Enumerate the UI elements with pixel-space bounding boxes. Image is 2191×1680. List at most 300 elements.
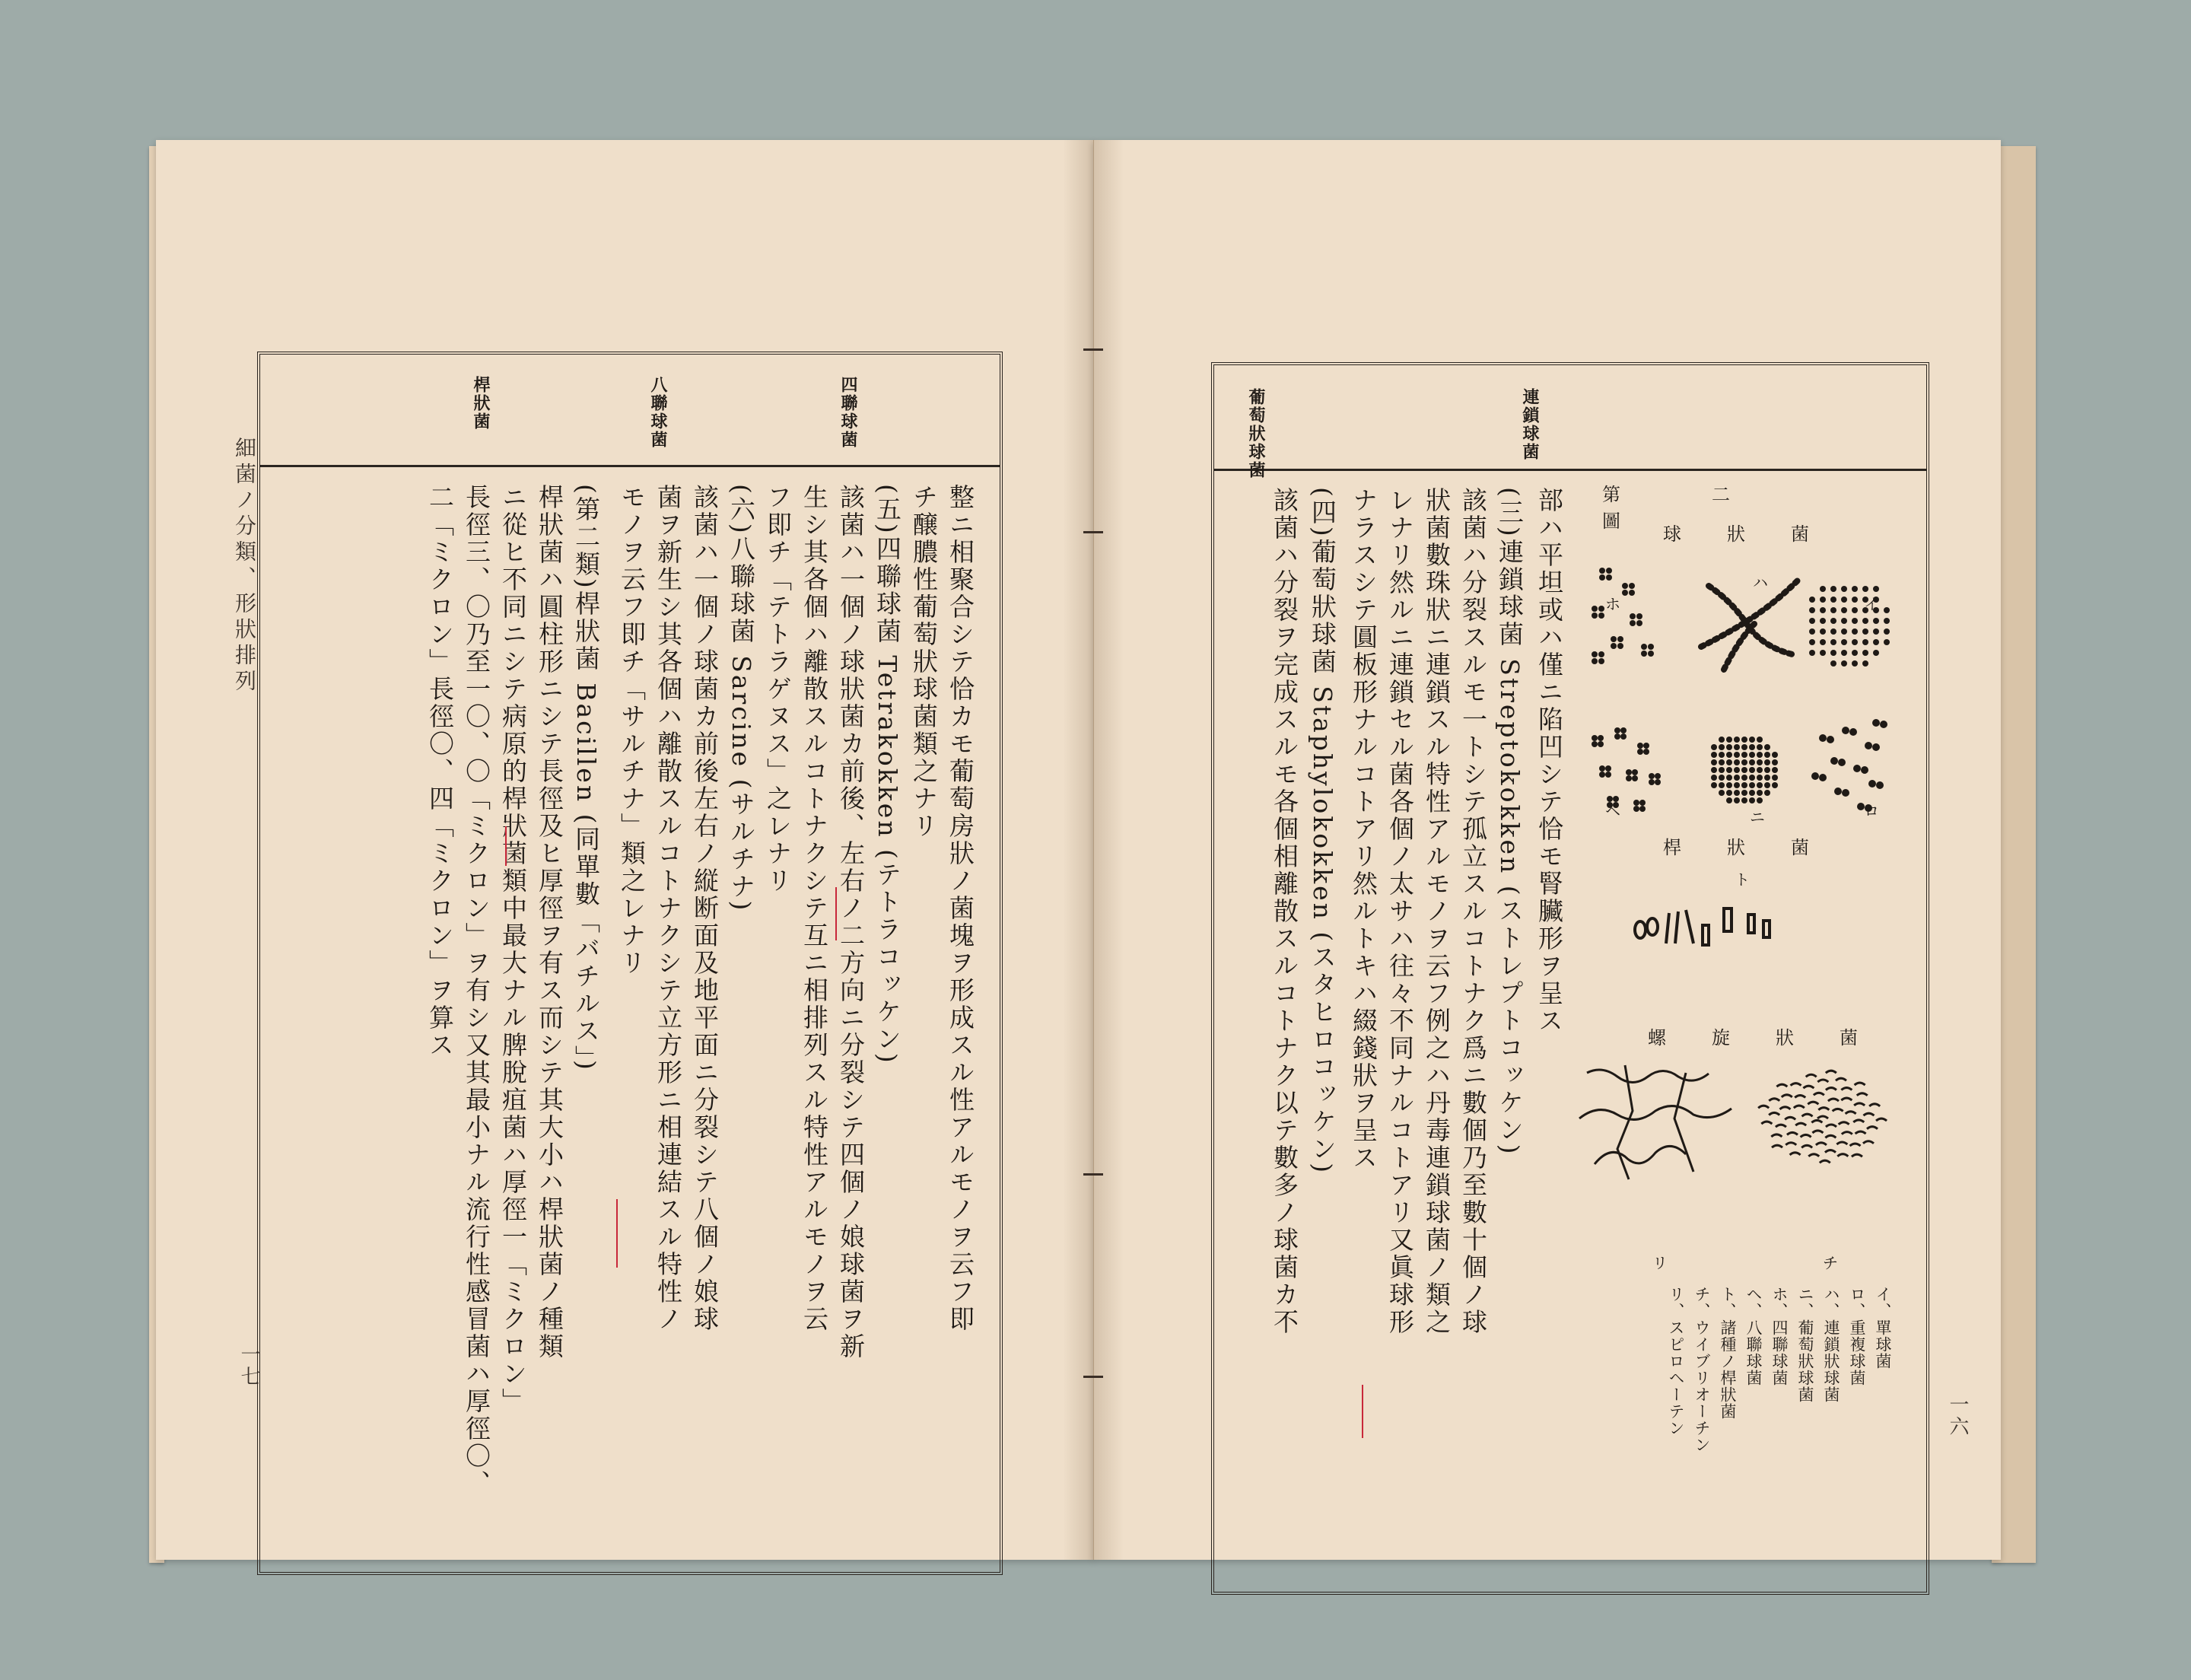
vibrio-cell xyxy=(1857,1093,1868,1096)
figure-caption-rods: 桿狀菌 xyxy=(1663,837,1855,858)
left-margin-title: 細菌ノ分類、形狀排列 xyxy=(232,437,257,695)
coccus-dot xyxy=(1852,618,1858,624)
vibrio-cell xyxy=(1841,1098,1852,1100)
coccus-dot xyxy=(1862,660,1868,667)
staphylococcus-dot xyxy=(1757,737,1763,743)
vibrio-cell xyxy=(1816,1143,1827,1145)
coccus-dot xyxy=(1841,597,1847,603)
right-body-col-1: 部ハ平坦或ハ僅ニ陷凹シテ恰モ腎臟形ヲ呈ス xyxy=(1534,487,1564,1035)
tetrad-dot xyxy=(1592,651,1598,657)
sarcina-dot xyxy=(1614,727,1620,733)
vibrio-cell xyxy=(1769,1112,1779,1115)
staphylococcus-dot xyxy=(1711,744,1717,750)
staphylococcus-dot xyxy=(1764,744,1770,750)
left-body-col-7: (六)八聯球菌 Sarcine (サルチナ) xyxy=(727,484,756,913)
legend-item: チ、ウイブリオーチン xyxy=(1693,1286,1711,1453)
left-body-col-14: 長徑三、〇乃至一〇、〇「ミクロン」ヲ有シ又其最小ナル流行性感冒菌ハ厚徑〇、 xyxy=(462,484,491,1497)
right-page-number: 一六 xyxy=(1946,1394,1969,1438)
vibrio-cell xyxy=(1794,1106,1805,1108)
left-body-col-10: モノヲ云フ即チ「サルチナ」類之レナリ xyxy=(617,484,647,977)
tetrad-dot xyxy=(1641,644,1647,650)
figure-caption-cocci: 球狀菌 xyxy=(1663,523,1855,545)
sarcina-dot xyxy=(1614,733,1620,740)
binding-stitch xyxy=(1083,1376,1103,1378)
coccus-dot xyxy=(1841,618,1847,624)
vibrio-cell xyxy=(1785,1117,1795,1119)
left-page-number: 一七 xyxy=(237,1344,260,1388)
staphylococcus-dot xyxy=(1749,752,1755,758)
vibrio-cell xyxy=(1808,1102,1818,1104)
coccus-dot xyxy=(1830,597,1836,603)
diplococcus-dot xyxy=(1842,789,1849,797)
sarcina-dot xyxy=(1605,772,1611,778)
coccus-dot xyxy=(1852,607,1858,613)
vibrio-cell xyxy=(1776,1084,1787,1087)
figure-mark-he: ヘ xyxy=(1605,802,1620,820)
sarcina-dot xyxy=(1643,743,1649,749)
sarcina-dot xyxy=(1626,775,1632,781)
vibrio-cell xyxy=(1771,1134,1782,1137)
staphylococcus-dot xyxy=(1726,744,1732,750)
sarcina-dot xyxy=(1632,775,1638,781)
right-header-label-2: 葡萄狀球菌 xyxy=(1246,388,1266,479)
staphylococcus-dot xyxy=(1749,737,1755,743)
left-page xyxy=(156,140,1094,1560)
staphylococcus-dot xyxy=(1734,752,1740,758)
coccus-dot xyxy=(1830,650,1836,656)
coccus-dot xyxy=(1873,628,1879,635)
tetrad-dot xyxy=(1592,612,1598,619)
staphylococcus-dot xyxy=(1741,775,1747,781)
tetrad-dot xyxy=(1598,606,1604,612)
coccus-dot xyxy=(1862,586,1868,592)
left-header-label-2: 八聯球菌 xyxy=(648,376,668,449)
tetrad-dot xyxy=(1648,644,1654,650)
figure-mark-to: ト xyxy=(1735,870,1750,889)
vibrio-cell xyxy=(1833,1109,1843,1111)
legend-item: ホ、四聯球菌 xyxy=(1770,1286,1789,1386)
coccus-dot xyxy=(1873,618,1879,624)
coccus-dot xyxy=(1841,650,1847,656)
vibrio-cell xyxy=(1761,1122,1772,1124)
staphylococcus-dot xyxy=(1749,775,1755,781)
red-annotation-mark xyxy=(1362,1385,1363,1438)
figure-caption-spiral: 螺旋狀菌 xyxy=(1648,1027,1903,1048)
coccus-dot xyxy=(1884,639,1890,645)
staphylococcus-dot xyxy=(1757,790,1763,796)
vibrio-cell xyxy=(1786,1143,1796,1145)
vibrio-cell xyxy=(1801,1145,1812,1147)
figure-mark-ri: リ xyxy=(1652,1254,1668,1272)
coccus-dot xyxy=(1841,628,1847,635)
staphylococcus-dot xyxy=(1726,737,1732,743)
coccus-dot xyxy=(1862,628,1868,635)
sarcina-dot xyxy=(1632,769,1638,775)
vibrio-cell xyxy=(1803,1086,1814,1088)
tetrad-dot xyxy=(1636,613,1642,619)
staphylococcus-dot xyxy=(1734,790,1740,796)
coccus-dot xyxy=(1820,618,1826,624)
coccus-dot xyxy=(1841,660,1847,667)
tetrad-dot xyxy=(1622,590,1628,596)
vibrio-drawing xyxy=(1758,1071,1887,1163)
tetrad-dot xyxy=(1622,583,1628,589)
vibrio-cell xyxy=(1863,1141,1874,1144)
legend-item: ハ、連鎖狀球菌 xyxy=(1822,1286,1840,1403)
figure-mark-ro: ロ xyxy=(1864,802,1879,820)
staphylococcus-dot xyxy=(1757,744,1763,750)
staphylococcus-dot xyxy=(1741,767,1747,773)
vibrio-cell xyxy=(1820,1160,1830,1163)
staphylococcus-dot xyxy=(1757,767,1763,773)
right-body-col-7: (四)葡萄狀球菌 Staphylokokken (スタヒロコッケン) xyxy=(1308,487,1337,1176)
coccus-dot xyxy=(1852,597,1858,603)
coccus-dot xyxy=(1830,618,1836,624)
diplococcus-dot xyxy=(1834,788,1842,795)
sarcina-dot xyxy=(1592,735,1598,741)
staphylococcus-dot xyxy=(1719,782,1725,788)
vibrio-cell xyxy=(1772,1145,1782,1147)
spirochete-drawing xyxy=(1579,1065,1731,1179)
coccus-dot xyxy=(1809,618,1815,624)
diplococcus-dot xyxy=(1811,772,1819,780)
coccus-dot xyxy=(1873,586,1879,592)
tetrad-dot xyxy=(1617,636,1623,642)
legend-item: イ、單球菌 xyxy=(1874,1286,1892,1370)
staphylococcus-dot xyxy=(1741,744,1747,750)
right-header-label-1: 連鎖球菌 xyxy=(1520,388,1540,461)
left-header-label-3: 桿狀菌 xyxy=(471,376,491,431)
vibrio-cell xyxy=(1817,1080,1828,1082)
vibrio-cell xyxy=(1869,1104,1880,1106)
vibrio-cell xyxy=(1818,1108,1829,1110)
staphylococcus-dot xyxy=(1764,759,1770,765)
staphylococcus-dot xyxy=(1764,775,1770,781)
staphylococcus-dot xyxy=(1734,775,1740,781)
diplococcus-dot xyxy=(1872,743,1880,751)
right-body-col-2: (三)連鎖球菌 Streptokokken (ストレプトコッケン) xyxy=(1495,487,1525,1157)
coccus-dot xyxy=(1809,607,1815,613)
coccus-dot xyxy=(1820,607,1826,613)
legend-item: ト、諸種ノ桿狀菌 xyxy=(1719,1286,1737,1420)
vibrio-cell xyxy=(1836,1142,1847,1144)
figure-mark-chi: チ xyxy=(1823,1254,1838,1272)
coccus-dot xyxy=(1841,639,1847,645)
sarcina-dot xyxy=(1620,733,1627,740)
left-body-col-2: チ醸膿性葡萄狀球菌類之ナリ xyxy=(909,484,939,840)
vibrio-cell xyxy=(1850,1144,1861,1146)
coccus-dot xyxy=(1852,639,1858,645)
staphylococcus-dot xyxy=(1772,752,1778,758)
staphylococcus-dot xyxy=(1764,782,1770,788)
left-body-col-3: (五)四聯球菌 Tetrakokken (テトラコッケン) xyxy=(873,484,902,1065)
vibrio-cell xyxy=(1787,1132,1798,1134)
coccus-dot xyxy=(1830,628,1836,635)
staphylococcus-dot xyxy=(1734,744,1740,750)
staphylococcus-dot xyxy=(1757,797,1763,803)
staphylococcus-dot xyxy=(1726,782,1732,788)
coccus-dot xyxy=(1852,586,1858,592)
right-header-rule xyxy=(1214,469,1926,471)
sarcina-dot xyxy=(1633,800,1639,806)
sarcina-dot xyxy=(1599,772,1605,778)
vibrio-cell xyxy=(1776,1125,1786,1127)
staphylococcus-dot xyxy=(1749,744,1755,750)
left-body-col-1: 整ニ相聚合シテ恰カモ葡萄房狀ノ菌塊ヲ形成スル性アルモノヲ云フ即 xyxy=(946,484,975,1333)
coccus-dot xyxy=(1809,650,1815,656)
vibrio-cell xyxy=(1826,1125,1836,1127)
vibrio-cell xyxy=(1846,1112,1856,1114)
figure-2 xyxy=(1572,472,1914,1583)
right-body-col-4: 狀菌數珠狀ニ連鎖スル特性アルモノヲ云フ例之ハ丹毒連鎖球菌ノ類之 xyxy=(1422,487,1452,1336)
tetrad-dot xyxy=(1592,606,1598,612)
sarcina-dot xyxy=(1637,749,1643,755)
staphylococcus-dot xyxy=(1711,752,1717,758)
vibrio-cell xyxy=(1867,1127,1878,1129)
staphylococcus-dot xyxy=(1749,767,1755,773)
legend-item: ロ、重複球菌 xyxy=(1848,1286,1866,1386)
tetrad-dot xyxy=(1617,643,1623,649)
staphylococcus-dot xyxy=(1749,790,1755,796)
vibrio-cell xyxy=(1828,1099,1839,1101)
vibrio-cell xyxy=(1811,1120,1822,1122)
staphylococcus-dot xyxy=(1726,775,1732,781)
staphylococcus-dot xyxy=(1764,767,1770,773)
diplococcus-dot xyxy=(1868,780,1876,788)
tetrad-dot xyxy=(1598,651,1604,657)
coccus-dot xyxy=(1852,660,1858,667)
coccus-dot xyxy=(1862,618,1868,624)
staphylococcus-dot xyxy=(1734,782,1740,788)
diplococcus-dot xyxy=(1880,721,1887,728)
diplococcus-dot xyxy=(1819,734,1827,742)
left-header-label-1: 四聯球菌 xyxy=(838,376,858,449)
binding-stitch xyxy=(1083,531,1103,533)
figure-mark-ni: ニ xyxy=(1750,808,1765,826)
vibrio-cell xyxy=(1795,1123,1806,1125)
staphylococcus-dot xyxy=(1749,797,1755,803)
staphylococcus-dot xyxy=(1719,767,1725,773)
staphylococcus-dot xyxy=(1757,752,1763,758)
coccus-dot xyxy=(1841,586,1847,592)
staphylococcus-dot xyxy=(1711,782,1717,788)
sarcina-dot xyxy=(1605,765,1611,772)
coccus-dot xyxy=(1809,639,1815,645)
tetrad-dot xyxy=(1606,568,1612,574)
staphylococcus-dot xyxy=(1741,737,1747,743)
staphylococcus-dot xyxy=(1757,782,1763,788)
staphylococcus-dot xyxy=(1726,752,1732,758)
vibrio-cell xyxy=(1856,1131,1866,1134)
red-annotation-mark xyxy=(616,1199,618,1268)
right-body-col-3: 該菌ハ分裂スルモ一トシテ孤立スルコトナク爲ニ數個乃至數十個ノ球 xyxy=(1458,487,1488,1336)
coccus-dot xyxy=(1830,607,1836,613)
vibrio-cell xyxy=(1852,1154,1862,1157)
binding-stitch xyxy=(1083,348,1103,351)
coccus-dot xyxy=(1862,650,1868,656)
staphylococcus-dot xyxy=(1772,759,1778,765)
left-body-col-13: ニ從ヒ不同ニシテ病原的桿狀菌類中最大ナル脾脫疽菌ハ厚徑一「ミクロン」 xyxy=(498,484,528,1415)
vibrio-cell xyxy=(1839,1122,1849,1125)
staphylococcus-dot xyxy=(1772,775,1778,781)
vibrio-cell xyxy=(1758,1106,1769,1108)
vibrio-cell xyxy=(1825,1135,1836,1138)
vibrio-cell xyxy=(1795,1096,1805,1098)
staphylococcus-dot xyxy=(1741,782,1747,788)
staphylococcus-dot xyxy=(1772,767,1778,773)
red-annotation-mark xyxy=(835,887,837,940)
coccus-dot xyxy=(1862,639,1868,645)
staphylococcus-dot xyxy=(1741,759,1747,765)
sarcina-dot xyxy=(1633,806,1639,812)
tetrad-dot xyxy=(1648,651,1654,657)
left-body-col-12: 桿狀菌ハ圓柱形ニシテ長徑及ヒ厚徑ヲ有ス而シテ其大小ハ桿狀菌ノ種類 xyxy=(535,484,564,1360)
staphylococcus-dot xyxy=(1741,797,1747,803)
left-body-col-4: 該菌ハ一個ノ球狀菌カ前後、左右ノ二方向ニ分裂シテ四個ノ娘球菌ヲ新 xyxy=(836,484,866,1360)
tetrad-dot xyxy=(1636,620,1642,626)
coccus-dot xyxy=(1809,597,1815,603)
staphylococcus-dot xyxy=(1734,759,1740,765)
diplococcus-dot xyxy=(1861,766,1868,774)
sarcina-dot xyxy=(1655,773,1661,779)
vibrio-cell xyxy=(1853,1120,1864,1122)
legend-item: リ、スピロヘーテン xyxy=(1667,1286,1685,1437)
tetrad-dot xyxy=(1629,583,1635,589)
staphylococcus-dot xyxy=(1749,782,1755,788)
vibrio-cell xyxy=(1841,1088,1852,1090)
coccus-dot xyxy=(1820,586,1826,592)
coccus-dot xyxy=(1884,607,1890,613)
coccus-dot xyxy=(1820,650,1826,656)
coccus-dot xyxy=(1884,628,1890,635)
vibrio-cell xyxy=(1801,1134,1811,1137)
vibrio-cell xyxy=(1808,1154,1819,1157)
tetrad-dot xyxy=(1592,658,1598,664)
coccus-dot xyxy=(1884,618,1890,624)
vibrio-cell xyxy=(1769,1099,1779,1101)
diplococcus-dot xyxy=(1830,757,1838,765)
staphylococcus-dot xyxy=(1719,744,1725,750)
vibrio-cell xyxy=(1842,1132,1852,1134)
staphylococcus-dot xyxy=(1757,775,1763,781)
diplococcus-dot xyxy=(1842,727,1849,734)
staphylococcus-dot xyxy=(1726,790,1732,796)
tetrad-dot xyxy=(1611,636,1617,642)
diplococcus-dot xyxy=(1849,728,1857,736)
staphylococcus-dot xyxy=(1726,767,1732,773)
left-header-rule xyxy=(260,465,1000,467)
staphylococcus-dot xyxy=(1764,752,1770,758)
coccus-dot xyxy=(1873,650,1879,656)
staphylococcus-dot xyxy=(1726,759,1732,765)
tetrad-dot xyxy=(1641,651,1647,657)
staphylococcus-dot xyxy=(1734,797,1740,803)
rod-bacteria-drawing xyxy=(1635,908,1770,945)
binding-stitch xyxy=(1083,1173,1103,1176)
sarcina-dot xyxy=(1639,806,1646,812)
coccus-dot xyxy=(1873,639,1879,645)
sarcina-dot xyxy=(1639,800,1646,806)
left-body-col-15: 二「ミクロン」長徑〇、四「ミクロン」ヲ算ス xyxy=(425,484,455,1059)
vibrio-cell xyxy=(1782,1095,1792,1097)
sarcina-dot xyxy=(1643,749,1649,755)
vibrio-cell xyxy=(1812,1131,1823,1133)
diplococcus-dot xyxy=(1838,759,1846,766)
legend-item: ニ、葡萄狀球菌 xyxy=(1796,1286,1814,1403)
staphylococcus-dot xyxy=(1757,759,1763,765)
sarcina-dot xyxy=(1649,779,1655,785)
right-page xyxy=(1093,140,2001,1560)
vibrio-cell xyxy=(1806,1074,1817,1077)
staphylococcus-dot xyxy=(1719,737,1725,743)
diplococcus-dot xyxy=(1876,781,1884,789)
diplococcus-dot xyxy=(1819,774,1827,781)
staphylococcus-dot xyxy=(1764,790,1770,796)
coccus-dot xyxy=(1820,639,1826,645)
vibrio-cell xyxy=(1826,1088,1836,1090)
diplococcus-dot xyxy=(1853,765,1861,772)
right-body-col-5: レナリ然ルニ連鎖セル菌各個ノ太サハ往々不同ナルコトアリ又眞球形 xyxy=(1385,487,1415,1336)
vibrio-cell xyxy=(1876,1118,1887,1121)
figure-mark-ho: ホ xyxy=(1605,595,1620,613)
tetrad-dot xyxy=(1606,574,1612,581)
sarcina-dot xyxy=(1649,773,1655,779)
right-body-col-6: ナラスシテ圓板形ナルコトアリ然ルトキハ綴錢狀ヲ呈ス xyxy=(1349,487,1379,1172)
staphylococcus-dot xyxy=(1772,782,1778,788)
coccus-dot xyxy=(1830,639,1836,645)
right-body-col-8: 該菌ハ分裂ヲ完成スルモ各個相離散スルコトナク以テ數多ノ球菌カ不 xyxy=(1270,487,1299,1336)
tetrad-dot xyxy=(1598,658,1604,664)
sarcina-dot xyxy=(1598,741,1604,747)
coccus-dot xyxy=(1809,628,1815,635)
tetrad-dot xyxy=(1599,574,1605,581)
red-annotation-mark xyxy=(505,826,507,866)
figure-title: 第二圖 xyxy=(1602,484,1821,532)
staphylococcus-dot xyxy=(1741,752,1747,758)
tetrad-dot xyxy=(1630,613,1636,619)
vibrio-cell xyxy=(1817,1116,1828,1118)
coccus-dot xyxy=(1820,628,1826,635)
left-body-col-9: 菌ヲ新生シ其各個ハ離散スルコトナクシテ立方形ニ相連結スル特性ノ xyxy=(653,484,683,1333)
right-text-frame xyxy=(1211,362,1929,1595)
vibrio-cell xyxy=(1826,1071,1836,1073)
figure-mark-i: イ xyxy=(1864,595,1879,613)
coccus-dot xyxy=(1830,660,1836,667)
figure-legend xyxy=(1579,1286,1906,1529)
vibrio-cell xyxy=(1863,1113,1874,1115)
staphylococcus-dot xyxy=(1719,752,1725,758)
vibrio-cell xyxy=(1837,1154,1848,1157)
tetrad-dot xyxy=(1611,643,1617,649)
vibrio-cell xyxy=(1855,1083,1865,1085)
coccus-dot xyxy=(1841,607,1847,613)
vibrio-cell xyxy=(1825,1150,1836,1153)
staphylococcus-dot xyxy=(1711,775,1717,781)
coccus-dot xyxy=(1852,650,1858,656)
tetrad-dot xyxy=(1630,620,1636,626)
coccus-dot xyxy=(1852,628,1858,635)
tetrad-dot xyxy=(1598,612,1604,619)
staphylococcus-dot xyxy=(1711,767,1717,773)
vibrio-cell xyxy=(1854,1103,1865,1106)
staphylococcus-dot xyxy=(1734,737,1740,743)
diplococcus-dot xyxy=(1827,736,1834,743)
vibrio-cell xyxy=(1791,1083,1801,1086)
left-body-col-8: 該菌ハ一個ノ球菌カ前後左右ノ縦断面及地平面ニ分裂シテ八個ノ娘球 xyxy=(690,484,720,1333)
staphylococcus-dot xyxy=(1726,797,1732,803)
sarcina-dot xyxy=(1599,765,1605,772)
left-body-col-6: フ即チ「テトラゲヌス」之レナリ xyxy=(763,484,793,895)
